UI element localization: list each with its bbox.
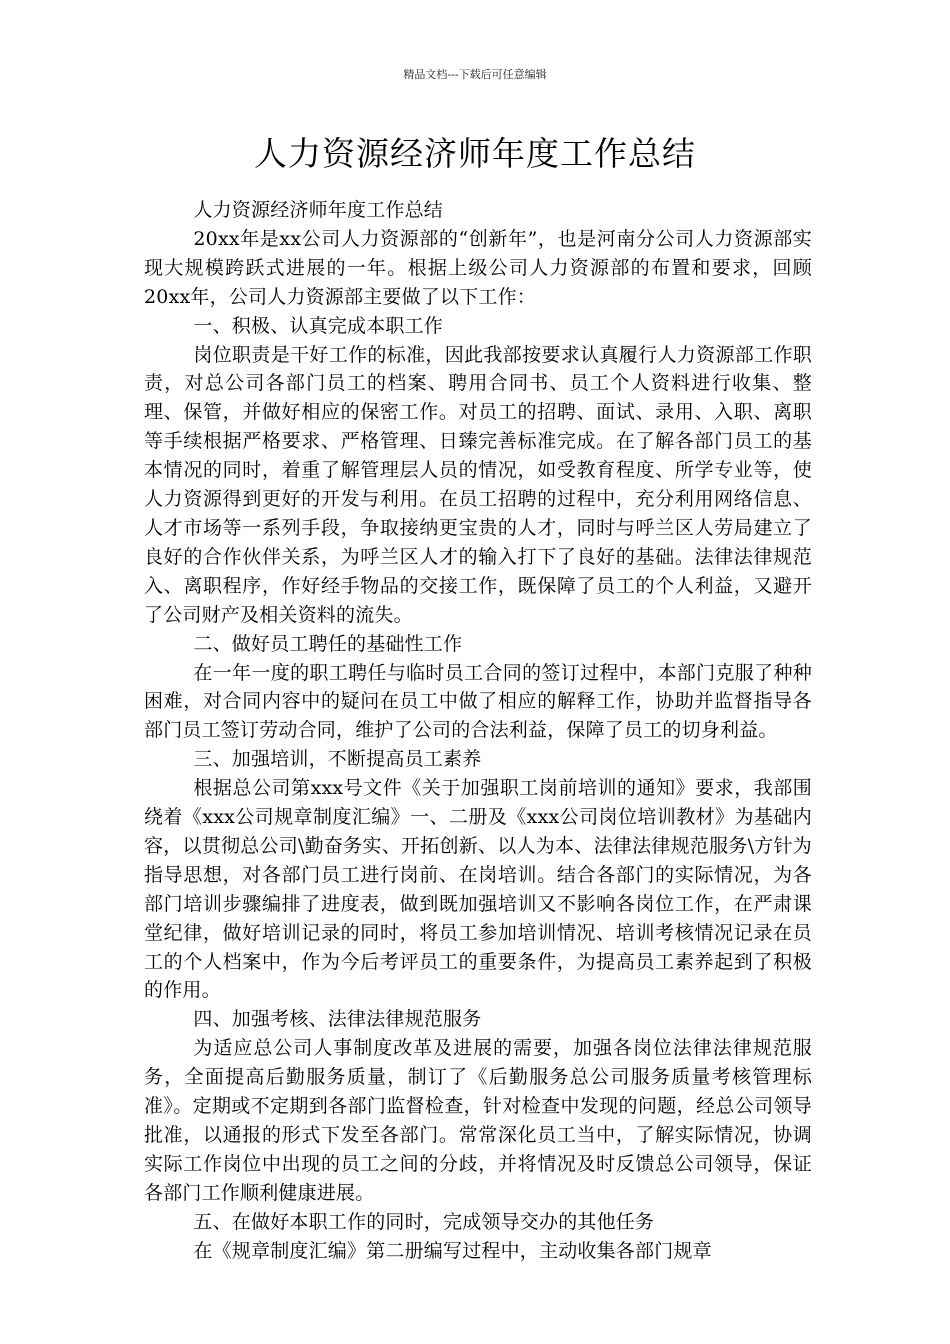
section-heading-1: 一、积极、认真完成本职工作 [193,314,443,337]
paragraph-subtitle: 人力资源经济师年度工作总结 [193,199,443,221]
header-note: 精品文档---下载后可任意编辑 [403,68,547,81]
paragraph-intro: 20xx年是xx公司人力资源部的“创新年”，也是河南分公司人力资源部实现大规模跨跃式进展的一年。根据上级公司人力资源部的布置和要求，回顾20xx年，公司人力资源部主要做了以下工作： [144,227,812,308]
paragraph-section-2: 在一年一度的职工聘任与临时员工合同的签订过程中，本部门克服了种种困难，对合同内容中的疑问在员工中做了相应的解释工作，协助并监督指导各部门员工签订劳动合同，维护了公司的合法利益，保障了员工的切身利益。 [144,661,812,742]
section-heading-3: 三、加强培训，不断提高员工素养 [193,748,482,771]
section-heading-5: 五、在做好本职工作的同时，完成领导交办的其他任务 [193,1210,655,1233]
paragraph-section-5: 在《规章制度汇编》第二册编写过程中，主动收集各部门规章 [193,1239,712,1262]
section-heading-2: 二、做好员工聘任的基础性工作 [193,632,463,655]
document-body [144,196,812,1266]
document-title: 人力资源经济师年度工作总结 [254,134,696,173]
paragraph-section-1: 岗位职责是干好工作的标准，因此我部按要求认真履行人力资源部工作职责，对总公司各部门员工的档案、聘用合同书、员工个人资料进行收集、整理、保管，并做好相应的保密工作。对员工的招聘、面试、录用、入职、离职等手续根据严格要求、严格管理、日臻完善标准完成。在了解各部门员工的基本情况的同时，着重了解管理层人员的情况，如受教育程度、所学专业等，使人力资源得到更好的开发与利用。在员工招聘的过程中，充分利用网络信息、人才市场等一系列手段，争取接纳更宝贵的人才，同时与呼兰区人劳局建立了良好的合作伙伴关系，为呼兰区人才的输入打下了良好的基础。法律法律规范入、离职程序，作好经手物品的交接工作，既保障了员工的个人利益，又避开了公司财产及相关资料的流失。 [144,343,812,626]
section-heading-4: 四、加强考核、法律法律规范服务 [193,1008,482,1031]
paragraph-section-4: 为适应总公司人事制度改革及进展的需要，加强各岗位法律法律规范服务，全面提高后勤服务质量，制订了《后勤服务总公司服务质量考核管理标准》。定期或不定期到各部门监督检查，针对检查中发现的问题，经总公司领导批准，以通报的形式下发至各部门。常常深化员工当中，了解实际情况，协调实际工作岗位中出现的员工之间的分歧，并将情况及时反馈总公司领导，保证各部门工作顺利健康进展。 [144,1037,812,1204]
paragraph-section-3: 根据总公司第xxx号文件《关于加强职工岗前培训的通知》要求，我部围绕着《xxx公司规章制度汇编》一、二册及《xxx公司岗位培训教材》为基础内容，以贯彻总公司\勤奋务实、开拓创新、以人为本、法律法律规范服务\方针为指导思想，对各部门员工进行岗前、在岗培训。结合各部门的实际情况，为各部门培训步骤编排了进度表，做到既加强培训又不影响各岗位工作，在严肃课堂纪律，做好培训记录的同时，将员工参加培训情况、培训考核情况记录在员工的个人档案中，作为今后考评员工的重要条件，为提高员工素养起到了积极的作用。 [144,777,812,1002]
